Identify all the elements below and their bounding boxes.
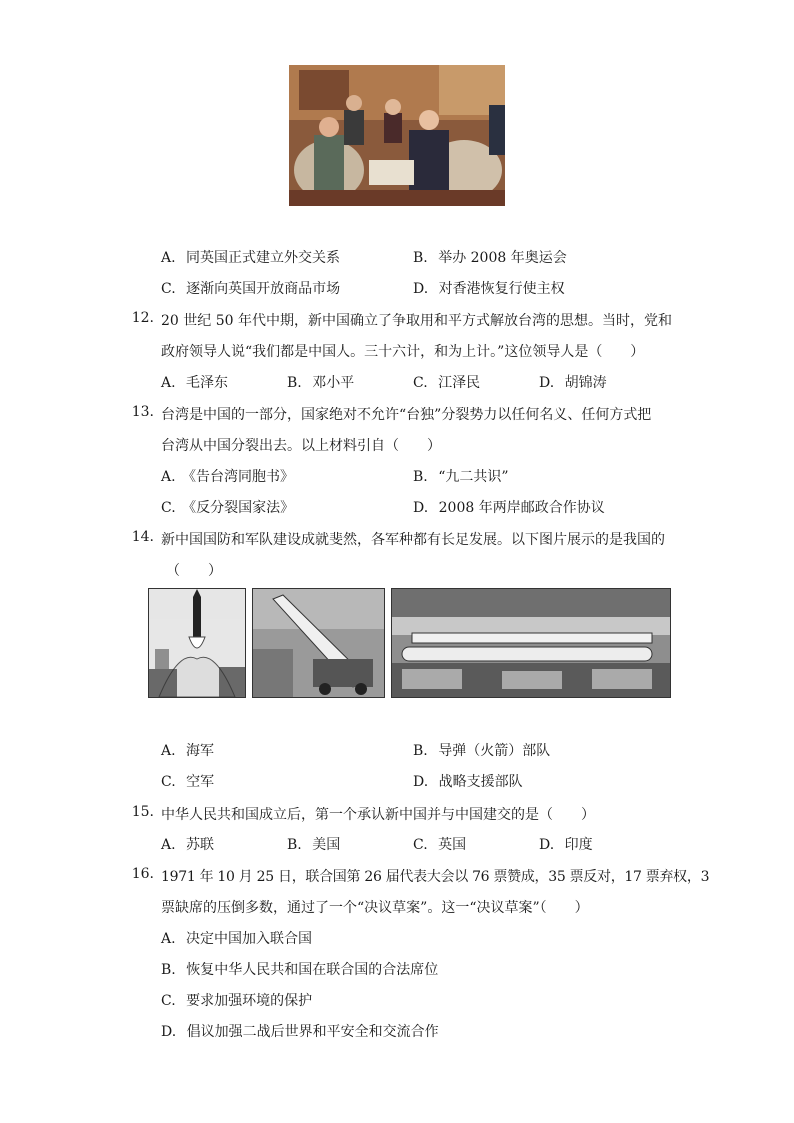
- q14-option-b: [413, 740, 550, 760]
- option-letter: C.: [413, 375, 428, 391]
- option-text: 对香港恢复行使主权: [438, 281, 565, 297]
- q16-stem-line-2: 票缺席的压倒多数，通过了一个“决议草案”。这一“决议草案”（ ）: [161, 900, 589, 916]
- option-letter: C.: [161, 774, 176, 790]
- option-letter: C.: [161, 993, 176, 1009]
- q12-stem-line-2: 政府领导人说“我们都是中国人。三十六计，和为上计。”这位领导人是（ ）: [161, 344, 645, 360]
- q13-stem-line-2: 台湾从中国分裂出去。以上材料引自（ ）: [161, 438, 441, 454]
- q12-option-a: [161, 372, 228, 392]
- option-text: “九二共识”: [438, 469, 509, 485]
- q15-option-c: [413, 834, 466, 854]
- q13-stem-line-1: 台湾是中国的一部分，国家绝对不允许“台独”分裂势力以任何名义、任何方式把: [161, 407, 652, 423]
- option-letter: D.: [413, 281, 429, 297]
- q12-stem-line-1: 20 世纪 50 年代中期，新中国确立了争取用和平方式解放台湾的思想。当时，党和: [161, 313, 672, 329]
- option-letter: A.: [161, 375, 176, 391]
- q14-stem-line-1: 新中国国防和军队建设成就斐然，各军种都有长足发展。以下图片展示的是我国的: [161, 532, 665, 548]
- option-text: 倡议加强二战后世界和平安全和交流合作: [186, 1024, 439, 1040]
- option-letter: B.: [161, 962, 176, 978]
- missile-parade-photo: [391, 588, 671, 698]
- option-letter: A.: [161, 837, 176, 853]
- q11-option-c: [161, 278, 340, 298]
- missile-truck-photo: [252, 588, 385, 698]
- q15-number: 15.: [131, 804, 154, 820]
- option-text: 空军: [186, 774, 215, 790]
- option-letter: D.: [413, 774, 429, 790]
- option-letter: B.: [287, 375, 302, 391]
- option-text: 英国: [438, 837, 467, 853]
- option-text: 《反分裂国家法》: [182, 500, 295, 516]
- option-text: 举办 2008 年奥运会: [438, 250, 567, 266]
- option-letter: B.: [287, 837, 302, 853]
- q11-option-b: [413, 247, 567, 267]
- option-text: 要求加强环境的保护: [186, 993, 313, 1009]
- option-letter: D.: [161, 1024, 177, 1040]
- q15-option-d: [539, 834, 593, 854]
- q15-stem-line-1: 中华人民共和国成立后，第一个承认新中国并与中国建交的是（ ）: [161, 807, 595, 823]
- option-letter: B.: [413, 250, 428, 266]
- option-letter: A.: [161, 250, 176, 266]
- meeting-photo: [289, 65, 505, 206]
- q14-number: 14.: [131, 529, 154, 545]
- q12-option-b: [287, 372, 354, 392]
- option-text: 战略支援部队: [438, 774, 523, 790]
- option-letter: C.: [161, 281, 176, 297]
- q13-option-d: [413, 497, 605, 517]
- q12-option-c: [413, 372, 480, 392]
- q14-stem-line-2: （ ）: [166, 563, 222, 579]
- q16-option-a: [161, 928, 312, 948]
- option-text: 恢复中华人民共和国在联合国的合法席位: [186, 962, 439, 978]
- option-letter: D.: [539, 375, 555, 391]
- q11-option-d: [413, 278, 565, 298]
- option-text: 2008 年两岸邮政合作协议: [438, 500, 605, 516]
- option-text: 同英国正式建立外交关系: [186, 250, 341, 266]
- option-text: 毛泽东: [186, 375, 229, 391]
- option-letter: C.: [413, 837, 428, 853]
- option-letter: B.: [413, 469, 428, 485]
- option-text: 逐渐向英国开放商品市场: [186, 281, 341, 297]
- q15-option-b: [287, 834, 340, 854]
- option-letter: C.: [161, 500, 176, 516]
- option-letter: A.: [161, 931, 176, 947]
- q12-number: 12.: [131, 310, 154, 326]
- q14-option-a: [161, 740, 214, 760]
- q11-option-a: [161, 247, 340, 267]
- option-letter: A.: [161, 469, 176, 485]
- option-text: 海军: [186, 743, 215, 759]
- q16-stem-line-1: 1971 年 10 月 25 日，联合国第 26 届代表大会以 76 票赞成，35 票反对，17 票弃权，3: [161, 869, 710, 885]
- q13-option-a: [161, 466, 294, 486]
- option-text: 苏联: [186, 837, 215, 853]
- option-letter: D.: [413, 500, 429, 516]
- q13-number: 13.: [131, 404, 154, 420]
- option-text: 江泽民: [438, 375, 481, 391]
- q16-option-b: [161, 959, 438, 979]
- option-text: 邓小平: [312, 375, 355, 391]
- q14-option-d: [413, 771, 523, 791]
- q16-option-c: [161, 990, 312, 1010]
- option-letter: A.: [161, 743, 176, 759]
- option-text: 决定中国加入联合国: [186, 931, 313, 947]
- q16-number: 16.: [131, 866, 154, 882]
- q14-option-c: [161, 771, 214, 791]
- option-text: 印度: [564, 837, 593, 853]
- option-text: 导弹（火箭）部队: [438, 743, 551, 759]
- option-text: 美国: [312, 837, 341, 853]
- option-text: 胡锦涛: [564, 375, 607, 391]
- q13-option-c: [161, 497, 294, 517]
- missile-launch-photo: [148, 588, 246, 698]
- q15-option-a: [161, 834, 214, 854]
- q13-option-b: [413, 466, 509, 486]
- option-letter: B.: [413, 743, 428, 759]
- option-letter: D.: [539, 837, 555, 853]
- q12-option-d: [539, 372, 607, 392]
- option-text: 《告台湾同胞书》: [182, 469, 295, 485]
- q16-option-d: [161, 1021, 439, 1041]
